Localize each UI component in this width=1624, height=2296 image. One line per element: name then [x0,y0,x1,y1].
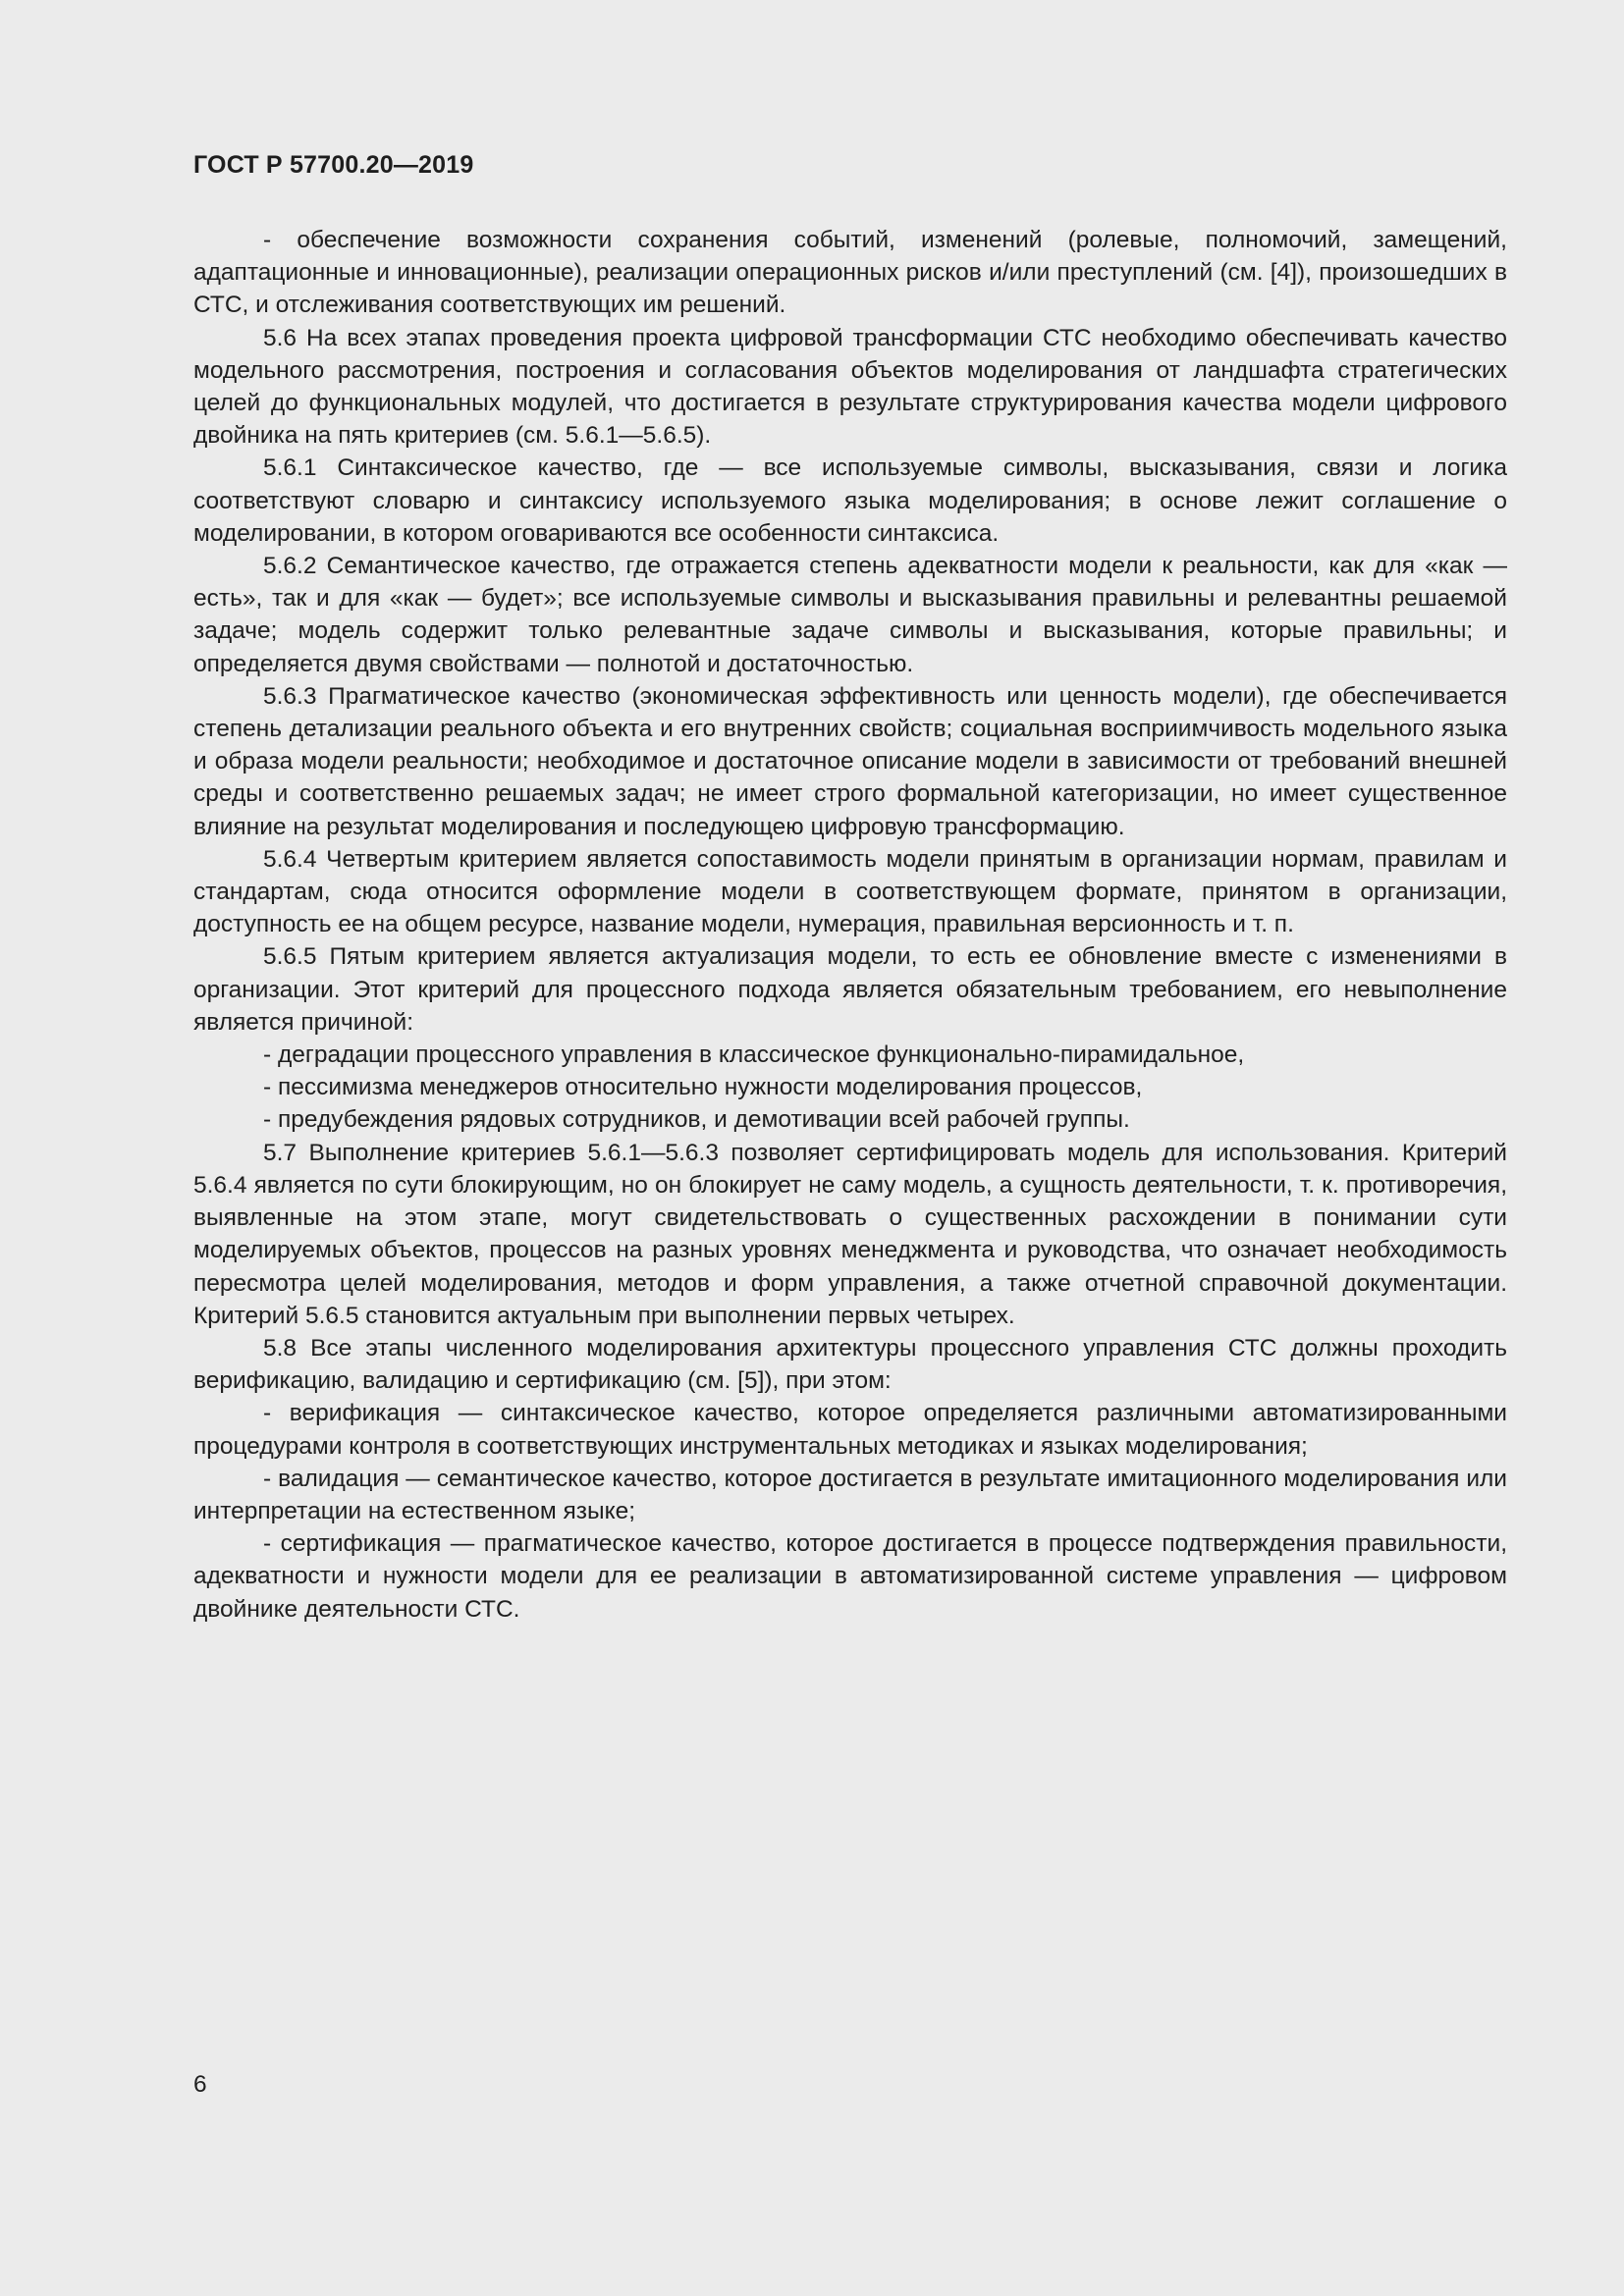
paragraph-5-6-2: 5.6.2 Семантическое качество, где отражается степень адекватности модели к реальности, как для «как — есть», так и для «как — будет»; все используемые символы и высказывания правильны и релевантны решаемой задаче; модель содержит только релевантные задаче символы и высказывания, которые правильны; и определяется двумя свойствами — полнотой и достаточностью. [193,553,1507,677]
list-item-prejudice: - предубеждения рядовых сотрудников, и демотивации всей рабочей группы. [263,1106,1130,1134]
list-item-verification: - верификация — синтаксическое качество, которое определяется различными автоматизированными процедурами контроля в соответствующих инструментальных методиках и языках моделирования; [193,1400,1507,1460]
page-number: 6 [193,2071,207,2098]
paragraph-5-8: 5.8 Все этапы численного моделирования архитектуры процессного управления СТС должны проходить верификацию, валидацию и сертификацию (см. [5]), при этом: [193,1334,1507,1395]
paragraph-5-6-1: 5.6.1 Синтаксическое качество, где — все используемые символы, высказывания, связи и логика соответствуют словарю и синтаксису используемого языка моделирования; в основе лежит соглашение о моделировании, в котором оговариваются все особенности синтаксиса. [193,454,1507,547]
document-body [193,224,1507,1626]
paragraph-5-6: 5.6 На всех этапах проведения проекта цифровой трансформации СТС необходимо обеспечивать качество модельного рассмотрения, построения и согласования объектов моделирования от ландшафта стратегических целей до функциональных модулей, что достигается в результате структурирования качества модели цифрового двойника на пять критериев (см. 5.6.1—5.6.5). [193,324,1507,450]
list-item-pessimism: - пессимизма менеджеров относительно нужности моделирования процессов, [263,1074,1143,1101]
paragraph-5-6-3: 5.6.3 Прагматическое качество (экономическая эффективность или ценность модели), где обеспечивается степень детализации реального объекта и его внутренних свойств; социальная восприимчивость модельного языка и образа модели реальности; необходимое и достаточное описание модели в зависимости от требований внешней среды и соответственно решаемых задач; не имеет строго формальной категоризации, но имеет существенное влияние на результат моделирования и последующею цифровую трансформацию. [193,682,1507,840]
paragraph-bullet-events: - обеспечение возможности сохранения событий, изменений (ролевые, полномочий, замещений, адаптационные и инновационные), реализации операционных рисков и/или преступлений (см. [4]), произошедших в СТС, и отслеживания соответствующих им решений. [193,227,1507,319]
paragraph-5-6-5: 5.6.5 Пятым критерием является актуализация модели, то есть ее обновление вместе с изменениями в организации. Этот критерий для процессного подхода является обязательным требованием, его невыполнение является причиной: [193,943,1507,1036]
list-item-validation: - валидация — семантическое качество, которое достигается в результате имитационного моделирования или интерпретации на естественном языке; [193,1465,1507,1524]
list-item-degradation: - деградации процессного управления в классическое функционально-пирамидальное, [263,1041,1245,1069]
document-header: ГОСТ Р 57700.20—2019 [193,151,474,179]
paragraph-5-6-4: 5.6.4 Четвертым критерием является сопоставимость модели принятым в организации нормам, правилам и стандартам, сюда относится оформление модели в соответствующем формате, принятом в организации, доступность ее на общем ресурсе, название модели, нумерация, правильная версионность и т. п. [193,845,1507,938]
paragraph-5-7: 5.7 Выполнение критериев 5.6.1—5.6.3 позволяет сертифицировать модель для использования. Критерий 5.6.4 является по сути блокирующим, но он блокирует не саму модель, а сущность деятельности, т. к. противоречия, выявленные на этом этапе, могут свидетельствовать о существенных расхождении в понимании сути моделируемых объектов, процессов на разных уровнях менеджмента и руководства, что означает необходимость пересмотра целей моделирования, методов и форм управления, а также отчетной справочной документации. Критерий 5.6.5 становится актуальным при выполнении первых четырех. [193,1139,1507,1329]
list-item-certification: - сертификация — прагматическое качество, которое достигается в процессе подтверждения правильности, адекватности и нужности модели для ее реализации в автоматизированной системе управления — цифровом двойнике деятельности СТС. [193,1530,1507,1623]
